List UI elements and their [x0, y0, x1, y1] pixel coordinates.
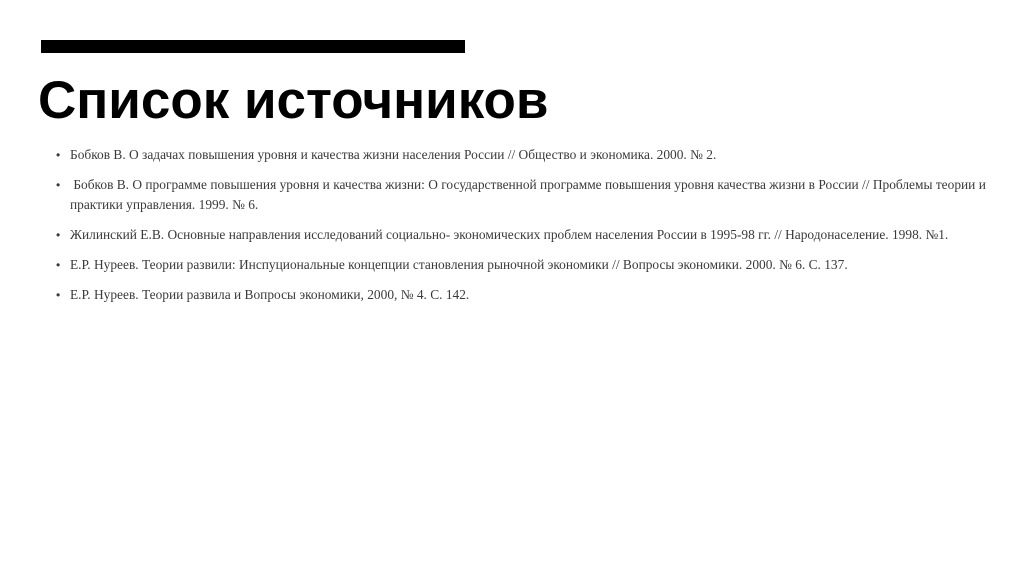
source-item	[56, 145, 986, 165]
title-accent-bar	[41, 40, 465, 53]
bullet-icon: •	[56, 178, 61, 192]
source-item	[56, 175, 990, 215]
bullet-icon: •	[56, 148, 61, 162]
source-text: Бобков В. О задачах повышения уровня и качества жизни населения России // Общество и экономика. 2000. № 2.	[70, 147, 717, 162]
bullet-icon: •	[56, 228, 61, 242]
source-item	[56, 225, 986, 245]
source-text: Е.Р. Нуреев. Теории развила и Вопросы экономики, 2000, № 4. С. 142.	[70, 287, 470, 302]
source-item	[56, 255, 986, 275]
slide-title: Список источников	[38, 71, 549, 130]
source-text: Е.Р. Нуреев. Теории развили: Инспуциональные концепции становления рыночной экономики // Вопросы экономики. 2000. № 6. С. 137.	[70, 257, 848, 272]
source-text: Жилинский Е.В. Основные направления исследований социально- экономических проблем населения России в 1995-98 гг. // Народонаселение. 1998. №1.	[70, 227, 949, 242]
bullet-icon: •	[56, 288, 61, 302]
bullet-icon: •	[56, 258, 61, 272]
source-text: Бобков В. О программе повышения уровня и качества жизни: О государственной программе повышения уровня качества жизни в России // Проблемы теории и практики управления. 1999. № 6.	[70, 177, 990, 212]
source-item	[56, 285, 986, 305]
sources-list	[56, 145, 990, 315]
